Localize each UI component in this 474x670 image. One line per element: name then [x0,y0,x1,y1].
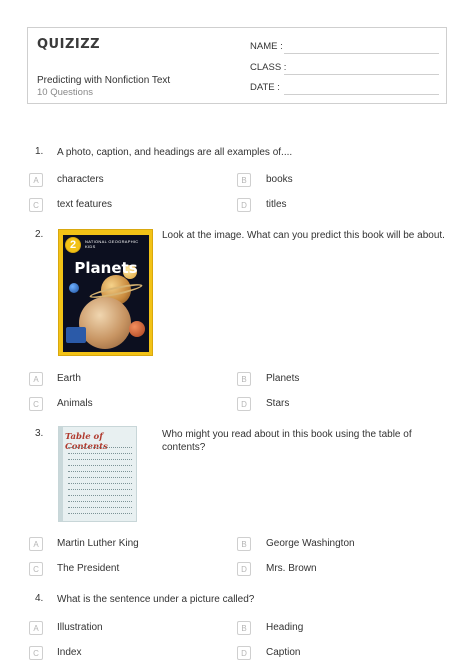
toc-entry-line [68,465,132,466]
q4-option-d-box[interactable]: D [237,646,251,660]
class-field[interactable] [284,74,439,75]
name-field[interactable] [284,53,439,54]
toc-entry-line [68,501,132,502]
q1-option-b-box[interactable]: B [237,173,251,187]
q1-option-b-text: books [266,174,293,185]
earth-planet-shape [69,283,79,293]
toc-entry-line [68,459,132,460]
q2-option-b-text: Planets [266,373,300,384]
q4-option-b-box[interactable]: B [237,621,251,635]
q1-option-a-text: characters [57,174,104,185]
q3-option-c-text: The President [57,563,120,574]
q4-option-a-text: Illustration [57,622,103,633]
question-3-number: 3. [35,428,44,439]
toc-title: Table of Contents [65,432,108,452]
question-1-text: A photo, caption, and headings are all examples of.... [57,147,293,158]
q3-option-d-box[interactable]: D [237,562,251,576]
reading-level-badge: 2 [65,237,81,253]
q2-option-b-box[interactable]: B [237,372,251,386]
q2-option-a-box[interactable]: A [29,372,43,386]
q3-option-a-text: Martin Luther King [57,538,139,549]
toc-entry-line [68,483,132,484]
q2-option-a-text: Earth [57,373,81,384]
q3-option-a-box[interactable]: A [29,537,43,551]
toc-entry-line [68,453,132,454]
toc-entry-line [68,447,132,448]
q3-option-b-box[interactable]: B [237,537,251,551]
toc-entry-line [68,507,132,508]
book-sticker-icon [66,327,86,343]
book-title: Planets [74,259,138,277]
question-1-number: 1. [35,146,44,157]
q3-option-b-text: George Washington [266,538,355,549]
question-3-text-line-2: contents? [162,442,206,453]
q1-option-c-text: text features [57,199,113,210]
q4-option-c-box[interactable]: C [29,646,43,660]
mars-planet-shape [129,321,145,337]
question-count: 10 Questions [37,87,93,98]
toc-entry-line [68,489,132,490]
question-3-text-line-1: Who might you read about in this book using the table of [162,429,412,440]
jupiter-planet-shape [79,297,131,349]
toc-entry-line [68,513,132,514]
q4-option-b-text: Heading [266,622,304,633]
toc-entry-line [68,471,132,472]
planets-book-cover-image [58,229,153,356]
q3-option-d-text: Mrs. Brown [266,563,317,574]
q1-option-d-box[interactable]: D [237,198,251,212]
name-label: NAME : [250,41,283,52]
toc-spine [59,427,63,522]
book-series-label: NATIONAL GEOGRAPHIC KIDS [85,239,139,249]
q2-option-c-box[interactable]: C [29,397,43,411]
q1-option-c-box[interactable]: C [29,198,43,212]
date-field[interactable] [284,94,439,95]
question-2-text: Look at the image. What can you predict this book will be about. [162,230,445,241]
q1-option-a-box[interactable]: A [29,173,43,187]
question-4-number: 4. [35,593,44,604]
question-4-text: What is the sentence under a picture called? [57,594,255,605]
q4-option-c-text: Index [57,647,82,658]
quizizz-logo: QUIZIZZ [37,37,101,52]
q2-option-d-box[interactable]: D [237,397,251,411]
toc-entry-line [68,477,132,478]
book-space-background [63,235,149,352]
date-label: DATE : [250,82,280,93]
question-2-number: 2. [35,229,44,240]
q1-option-d-text: titles [266,199,287,210]
q4-option-a-box[interactable]: A [29,621,43,635]
q2-option-d-text: Stars [266,398,290,409]
q3-option-c-box[interactable]: C [29,562,43,576]
q2-option-c-text: Animals [57,398,93,409]
worksheet-header [27,27,447,104]
class-label: CLASS : [250,62,287,73]
worksheet-title: Predicting with Nonfiction Text [37,75,171,86]
q4-option-d-text: Caption [266,647,301,658]
table-of-contents-image [58,426,137,522]
toc-entry-line [68,495,132,496]
